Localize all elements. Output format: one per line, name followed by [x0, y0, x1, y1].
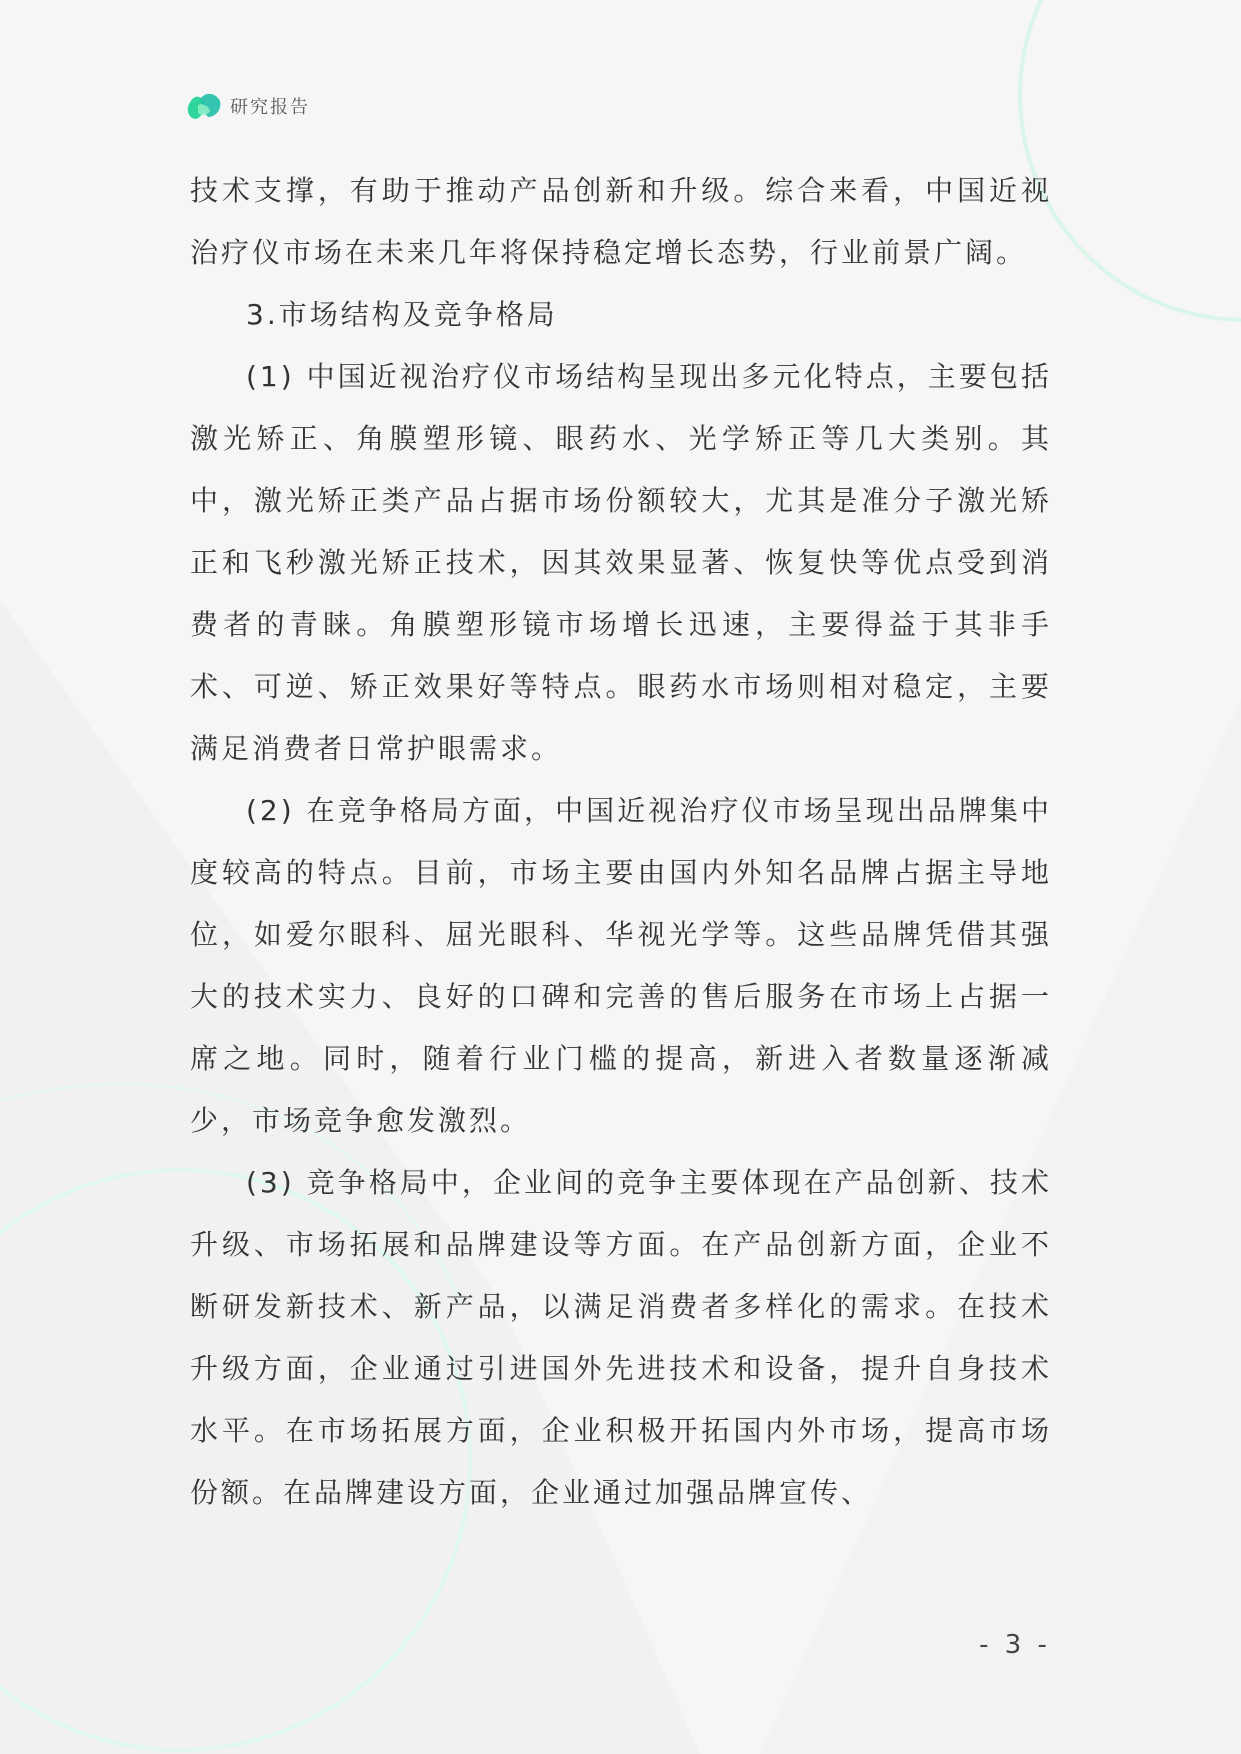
list-item-1: (1) 中国近视治疗仪市场结构呈现出多元化特点，主要包括激光矫正、角膜塑形镜、眼药水、光学矫正等几大类别。其中，激光矫正类产品占据市场份额较大，尤其是准分子激光矫正和飞秒激光矫正技术，因其效果显著、恢复快等优点受到消费者的青睐。角膜塑形镜市场增长迅速，主要得益于其非手术、可逆、矫正效果好等特点。眼药水市场则相对稳定，主要满足消费者日常护眼需求。 [190, 360, 1052, 765]
section-title: 3.市场结构及竞争格局 [246, 298, 558, 331]
leaf-logo-icon [186, 89, 222, 123]
list-item-3: (3) 竞争格局中，企业间的竞争主要体现在产品创新、技术升级、市场拓展和品牌建设等方面。在产品创新方面，企业不断研发新技术、新产品，以满足消费者多样化的需求。在技术升级方面，企业通过引进国外先进技术和设备，提升自身技术水平。在市场拓展方面，企业积极开拓国内外市场，提高市场份额。在品牌建设方面，企业通过加强品牌宣传、 [190, 1166, 1052, 1509]
list-item-2: (2) 在竞争格局方面，中国近视治疗仪市场呈现出品牌集中度较高的特点。目前，市场主要由国内外知名品牌占据主导地位，如爱尔眼科、屈光眼科、华视光学等。这些品牌凭借其强大的技术实力、良好的口碑和完善的售后服务在市场上占据一席之地。同时，随着行业门槛的提高，新进入者数量逐渐减少，市场竞争愈发激烈。 [190, 794, 1052, 1137]
page-number: - 3 - [979, 1630, 1051, 1660]
paragraph-continuation: 技术支撑，有助于推动产品创新和升级。综合来看，中国近视治疗仪市场在未来几年将保持稳定增长态势，行业前景广阔。 [190, 174, 1052, 269]
header-label: 研究报告 [230, 97, 310, 118]
document-body [190, 160, 1052, 1524]
report-header [186, 89, 310, 123]
